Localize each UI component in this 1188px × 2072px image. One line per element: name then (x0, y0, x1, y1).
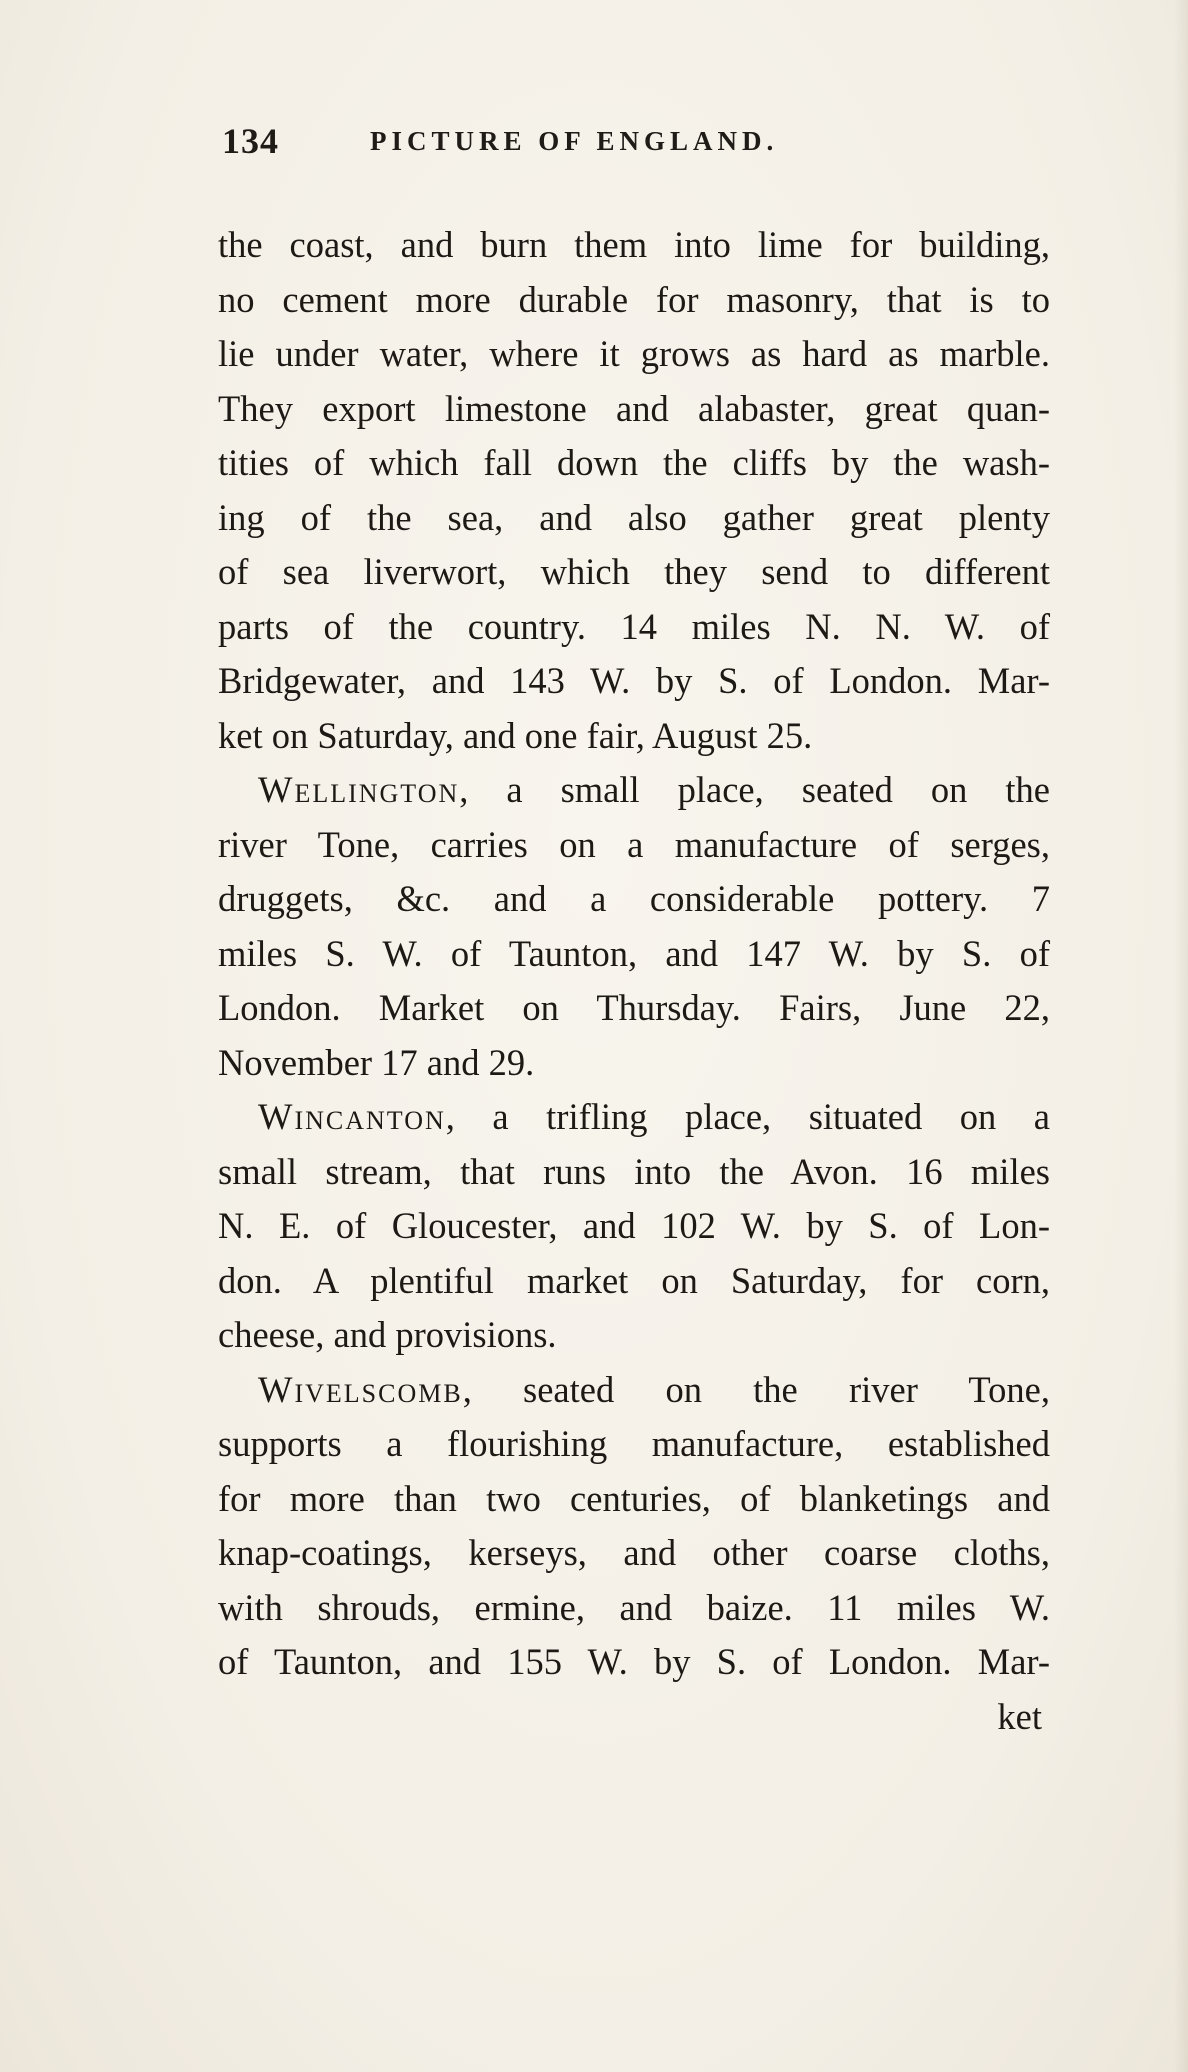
running-header (216, 120, 1056, 180)
entry-wincanton-first-line (218, 1090, 1050, 1145)
text-line: Bridgewater, and 143 W. by S. of London. Mar- (218, 660, 1050, 701)
entry-wellington-first-line (218, 763, 1050, 818)
text-line: London. Market on Thursday. Fairs, June 22, (218, 987, 1050, 1028)
text-line: November 17 and 29. (218, 1041, 535, 1083)
text-line: no cement more durable for masonry, that is to (218, 278, 1050, 320)
entry-heading-wincanton: Wincanton (258, 1096, 446, 1137)
text-line: don. A plentiful market on Saturday, for corn, (218, 1259, 1050, 1301)
entry-heading-wivelscomb: Wivelscomb (258, 1368, 463, 1410)
text-line: with shrouds, ermine, and baize. 11 miles W. (218, 1586, 1050, 1628)
catchword: ket (997, 1695, 1042, 1737)
text-line: They export limestone and alabaster, great quan- (218, 387, 1050, 429)
text-line: the coast, and burn them into lime for building, (218, 224, 1050, 265)
text-line: cheese, and provisions. (218, 1314, 557, 1355)
text-line: parts of the country. 14 miles N. N. W. of (218, 605, 1050, 647)
text-line: supports a flourishing manufacture, established (218, 1423, 1050, 1464)
entry-text: , a small place, seated on the (459, 769, 1050, 810)
page-number: 134 (222, 121, 279, 161)
entry-wivelscomb-first-line (218, 1363, 1050, 1418)
entry-text: , a trifling place, situated on a (445, 1096, 1050, 1137)
entry-text: , seated on the river Tone, (462, 1368, 1050, 1410)
text-line: tities of which fall down the cliffs by the wash- (218, 442, 1050, 483)
running-title: PICTURE OF ENGLAND. (370, 126, 779, 156)
text-line: druggets, &c. and a considerable pottery. 7 (218, 878, 1050, 919)
text-line: river Tone, carries on a manufacture of serges, (218, 823, 1050, 865)
text-line: of sea liverwort, which they send to different (218, 551, 1050, 592)
body-text (218, 218, 1050, 1744)
text-line: small stream, that runs into the Avon. 16 miles (218, 1150, 1050, 1192)
text-line: for more than two centuries, of blanketings and (218, 1477, 1050, 1519)
text-line: ing of the sea, and also gather great plenty (218, 496, 1050, 538)
entry-heading-wellington: Wellington (258, 769, 460, 810)
text-line: miles S. W. of Taunton, and 147 W. by S. of (218, 932, 1050, 974)
text-line: N. E. of Gloucester, and 102 W. by S. of Lon- (218, 1205, 1050, 1246)
text-line: knap-coatings, kerseys, and other coarse cloths, (218, 1532, 1050, 1573)
text-line: ket on Saturday, and one fair, August 25. (218, 714, 813, 756)
page-edge-shadow (1174, 0, 1188, 2072)
text-line: of Taunton, and 155 W. by S. of London. Mar- (218, 1641, 1050, 1682)
text-line: lie under water, where it grows as hard as marble. (218, 333, 1050, 374)
